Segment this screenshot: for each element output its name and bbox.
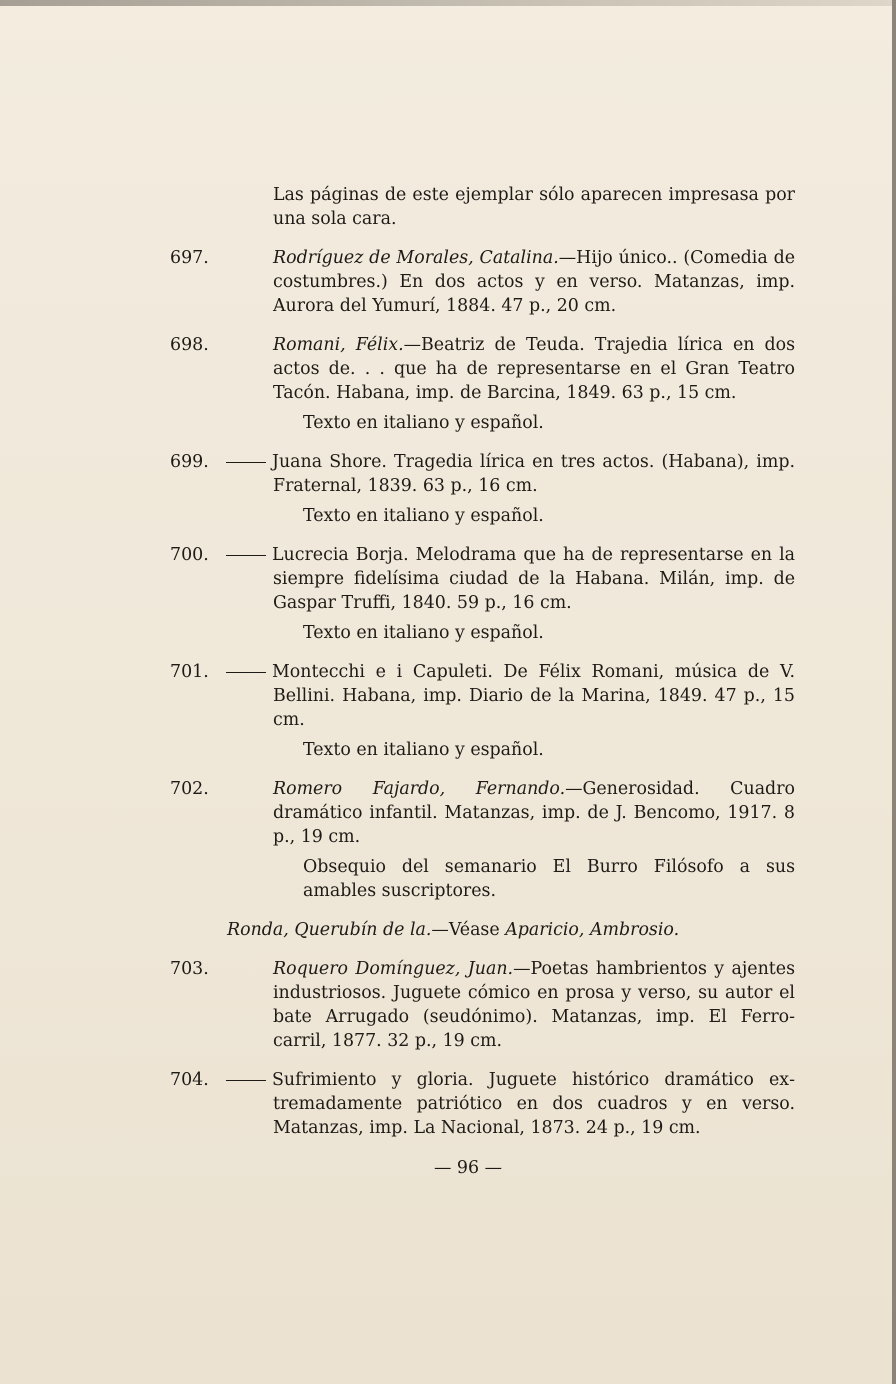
entry-note: Texto en italiano y español. (303, 740, 544, 760)
entry-number: 704. (170, 1070, 209, 1090)
entry-body (273, 450, 795, 498)
entry-author: Romani, Félix. (273, 335, 404, 355)
entry-author: Roquero Domínguez, Juan. (273, 959, 514, 979)
entry-separator: — (513, 959, 531, 979)
entry-697 (170, 246, 795, 318)
entry-702 (170, 777, 795, 903)
crossref-target: Aparicio, Ambrosio. (505, 920, 680, 940)
crossref-separator: — (431, 920, 449, 940)
entry-text: Montecchi e i Capuleti. De Félix Romani, música de V. Bellini. Habana, imp. Diario de la Marina, 1849. 47 p., 15 cm. (272, 662, 795, 730)
entry-body (273, 333, 795, 405)
entry-700 (170, 543, 795, 645)
cross-reference (170, 918, 795, 942)
entry-number: 699. (170, 452, 209, 472)
entry-text: Juana Shore. Tragedia lírica en tres actos. (Habana), imp. Fraternal, 1839. 63 p., 16 cm. (272, 452, 795, 496)
entry-text: Beatriz de Teuda. Trajedia lírica en dos actos de. . . que ha de representarse en el Gran Teatro Tacón. Habana, imp. de Barcina, 1849. 63 p., 15 cm. (273, 335, 795, 403)
ditto-dash (226, 462, 266, 463)
entry-note: Texto en italiano y español. (303, 506, 544, 526)
top-note: Las páginas de este ejemplar sólo aparecen impresasa por una sola cara. (273, 185, 795, 229)
entry-body (273, 543, 795, 615)
entry-number: 702. (170, 779, 209, 799)
entry-body (273, 660, 795, 732)
entry-number: 701. (170, 662, 209, 682)
entry-body (273, 957, 795, 1053)
entry-separator: — (558, 248, 577, 268)
entry-701 (170, 660, 795, 762)
entry-703 (170, 957, 795, 1053)
entry-note: Texto en italiano y español. (303, 623, 544, 643)
entry-text: Lucrecia Borja. Melodrama que ha de representarse en la siempre fidelísima ciudad de la Habana. Milán, imp. de Gaspar Truffi, 1840. 59 p., 16 cm. (272, 545, 795, 613)
entry-author: Rodríguez de Morales, Catalina. (273, 248, 559, 268)
crossref-heading: Ronda, Querubín de la. (227, 920, 432, 940)
entry-704 (170, 1068, 795, 1140)
entry-text: Hijo único.. (Comedia de costumbres.) En dos actos y en verso. Matanzas, imp. Aurora del Yumurí, 1884. 47 p., 20 cm. (273, 248, 795, 316)
entry-note: Texto en italiano y español. (303, 413, 544, 433)
entry-number: 700. (170, 545, 209, 565)
entry-separator: — (403, 335, 421, 355)
bibliography-list (170, 183, 795, 1155)
entry-note: Obsequio del semanario El Burro Filósofo a sus amables suscriptores. (303, 857, 795, 901)
entry-body (273, 1068, 795, 1140)
entry-author: Romero Fajardo, Fernando. (273, 779, 566, 799)
ditto-dash (226, 672, 266, 673)
crossref-text: Véase (448, 920, 506, 940)
page-number: — 96 — (434, 1158, 502, 1178)
entry-number: 698. (170, 335, 209, 355)
ditto-dash (226, 555, 266, 556)
entry-number: 703. (170, 959, 209, 979)
entry-text: Generosidad. Cuadro dramático infantil. Matanzas, imp. de J. Bencomo, 1917. 8 p., 19 cm. (273, 779, 795, 847)
entry-number: 697. (170, 248, 209, 268)
ditto-dash (226, 1080, 266, 1081)
entry-text: Poetas hambrientos y ajentes industriosos. Juguete cómico en prosa y verso, su autor el bate Arrugado (seudónimo). Matanzas, imp. El Ferro-carril, 1877. 32 p., 19 cm. (273, 959, 795, 1051)
entry-separator: — (565, 779, 583, 799)
entry-698 (170, 333, 795, 435)
entry-body (273, 777, 795, 849)
entry-body (273, 246, 795, 318)
entry-text: Sufrimiento y gloria. Juguete histórico dramático extremadamente patriótico en dos cuadros y en verso. Matanzas, imp. La Nacional, 1873. 24 p., 19 cm. (272, 1070, 795, 1138)
page-top-edge (0, 0, 896, 6)
entry-699 (170, 450, 795, 528)
